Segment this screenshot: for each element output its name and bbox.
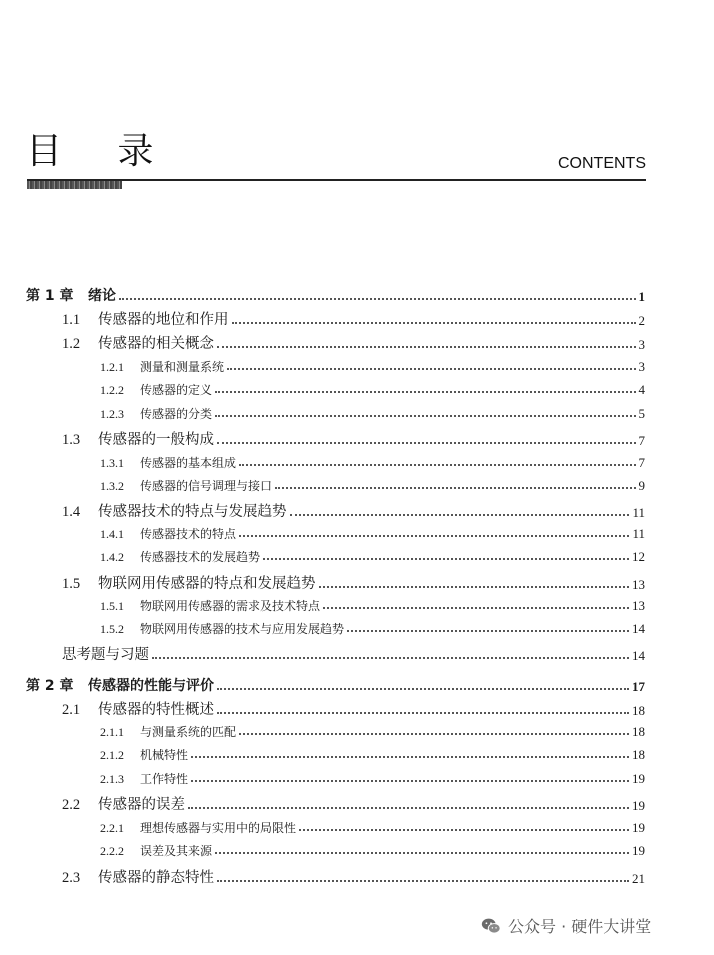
dot-leader bbox=[239, 733, 629, 735]
toc-title: 理想传感器与实用中的局限性 bbox=[140, 821, 297, 835]
toc-number: 2.2 bbox=[62, 797, 81, 813]
dot-leader bbox=[215, 852, 629, 854]
toc-page-number: 18 bbox=[632, 703, 645, 718]
dot-leader bbox=[275, 487, 635, 489]
toc-title: 物联网用传感器的技术与应用发展趋势 bbox=[140, 622, 345, 636]
toc-number: 1.2.1 bbox=[100, 360, 124, 374]
toc-entry-2.1.1 bbox=[100, 723, 645, 740]
toc-title: 传感器的信号调理与接口 bbox=[140, 479, 273, 493]
toc-number: 2.1.1 bbox=[100, 725, 124, 739]
dot-leader bbox=[347, 630, 629, 632]
toc-entry-1.2.2 bbox=[100, 381, 645, 398]
dot-leader bbox=[191, 780, 629, 782]
toc-entry-2.3 bbox=[62, 866, 645, 887]
toc-number: 1.5.1 bbox=[100, 599, 124, 613]
dot-leader bbox=[299, 829, 629, 831]
toc-page-number: 17 bbox=[632, 679, 645, 694]
toc-entry-2.1 bbox=[62, 698, 645, 719]
toc-number: 1.3 bbox=[62, 432, 81, 448]
dot-leader bbox=[215, 391, 635, 393]
toc-number: 2.1.3 bbox=[100, 772, 124, 786]
toc-number: 2.2.2 bbox=[100, 844, 124, 858]
toc-entry-1.2 bbox=[62, 332, 645, 353]
toc-page-number: 12 bbox=[632, 549, 645, 564]
toc-entry-第2章 bbox=[26, 675, 645, 695]
toc-page-number: 13 bbox=[632, 577, 645, 592]
dot-leader bbox=[152, 657, 629, 659]
toc-entry-2.2.2 bbox=[100, 842, 645, 859]
page-title: 目 录 bbox=[26, 131, 176, 172]
dot-leader bbox=[191, 756, 629, 758]
toc-entry-1.4 bbox=[62, 500, 645, 521]
dot-leader bbox=[119, 298, 636, 300]
toc-page-number: 14 bbox=[632, 621, 645, 636]
toc-entry-1.4.1 bbox=[100, 525, 645, 542]
toc-title: 传感器的静态特性 bbox=[98, 870, 214, 886]
dot-leader bbox=[188, 807, 629, 809]
toc-page-number: 4 bbox=[638, 382, 645, 397]
toc-number: 1.2.2 bbox=[100, 383, 124, 397]
contents-label: CONTENTS bbox=[558, 155, 646, 172]
title-accent-bar bbox=[27, 181, 122, 189]
toc-page-number: 3 bbox=[638, 337, 645, 352]
toc-entry-第1章 bbox=[26, 285, 645, 305]
toc-number: 1.5.2 bbox=[100, 622, 124, 636]
toc-entry-1.2.3 bbox=[100, 405, 645, 422]
toc-title: 思考题与习题 bbox=[62, 647, 149, 663]
toc-page-number: 19 bbox=[632, 843, 645, 858]
toc-page-number: 1 bbox=[638, 289, 645, 304]
toc-title: 物联网用传感器的需求及技术特点 bbox=[140, 599, 321, 613]
toc-entry-2.2.1 bbox=[100, 819, 645, 836]
toc-entry-1.2.1 bbox=[100, 358, 645, 375]
toc-number: 1.4 bbox=[62, 504, 81, 520]
toc-entry-2.1.2 bbox=[100, 746, 645, 763]
toc-page-number: 7 bbox=[638, 455, 645, 470]
dot-leader bbox=[319, 586, 630, 588]
toc-title: 传感器技术的发展趋势 bbox=[140, 550, 261, 564]
dot-leader bbox=[227, 368, 635, 370]
toc-number: 1.5 bbox=[62, 576, 81, 592]
toc-number: 1.2 bbox=[62, 336, 81, 352]
toc-page-number: 3 bbox=[638, 359, 645, 374]
dot-leader bbox=[239, 464, 635, 466]
toc-entry-1.5.2 bbox=[100, 620, 645, 637]
toc-entry-1.3 bbox=[62, 428, 645, 449]
toc-page-number: 11 bbox=[632, 526, 645, 541]
toc-entry-1.5.1 bbox=[100, 597, 645, 614]
toc-title: 传感器的分类 bbox=[140, 407, 213, 421]
dot-leader bbox=[217, 712, 629, 714]
toc-page-number: 2 bbox=[638, 313, 645, 328]
toc-entry-1.4.2 bbox=[100, 548, 645, 565]
toc-entry-exercises bbox=[62, 643, 645, 664]
toc-number: 第 1 章 bbox=[26, 288, 74, 304]
dot-leader bbox=[323, 607, 629, 609]
toc-number: 1.3.2 bbox=[100, 479, 124, 493]
toc-page-number: 5 bbox=[638, 406, 645, 421]
toc-entry-1.1 bbox=[62, 308, 645, 329]
toc-title: 传感器技术的特点与发展趋势 bbox=[98, 504, 287, 520]
toc-page-number: 19 bbox=[632, 798, 645, 813]
toc-entry-2.2 bbox=[62, 793, 645, 814]
toc-title: 物联网用传感器的特点和发展趋势 bbox=[98, 576, 316, 592]
dot-leader bbox=[217, 346, 636, 348]
toc-number: 2.2.1 bbox=[100, 821, 124, 835]
toc-page-number: 18 bbox=[632, 724, 645, 739]
toc-title: 传感器的地位和作用 bbox=[98, 312, 229, 328]
dot-leader bbox=[215, 415, 635, 417]
toc-title: 传感器的误差 bbox=[98, 797, 185, 813]
toc-title: 误差及其来源 bbox=[140, 844, 213, 858]
toc-entry-1.5 bbox=[62, 572, 645, 593]
toc-number: 1.2.3 bbox=[100, 407, 124, 421]
dot-leader bbox=[217, 880, 629, 882]
dot-leader bbox=[239, 535, 629, 537]
toc-page-number: 14 bbox=[632, 648, 645, 663]
toc-title: 与测量系统的匹配 bbox=[140, 725, 237, 739]
dot-leader bbox=[217, 688, 629, 690]
toc-number: 1.3.1 bbox=[100, 456, 124, 470]
dot-leader bbox=[263, 558, 629, 560]
toc-title: 传感器的定义 bbox=[140, 383, 213, 397]
toc-page-number: 9 bbox=[638, 478, 645, 493]
toc-number: 1.4.2 bbox=[100, 550, 124, 564]
toc-entry-1.3.2 bbox=[100, 477, 645, 494]
toc-title: 工作特性 bbox=[140, 772, 189, 786]
toc-number: 2.1.2 bbox=[100, 748, 124, 762]
toc-page-number: 7 bbox=[638, 433, 645, 448]
toc-number: 1.4.1 bbox=[100, 527, 124, 541]
toc-number: 1.1 bbox=[62, 312, 81, 328]
dot-leader bbox=[217, 442, 636, 444]
toc-title: 绪论 bbox=[88, 288, 116, 304]
toc-number: 2.3 bbox=[62, 870, 81, 886]
toc-page-number: 21 bbox=[632, 871, 645, 886]
toc-title: 传感器的性能与评价 bbox=[88, 678, 214, 694]
toc-page-number: 13 bbox=[632, 598, 645, 613]
toc-title: 传感器技术的特点 bbox=[140, 527, 237, 541]
toc-page-number: 19 bbox=[632, 771, 645, 786]
wechat-icon bbox=[480, 915, 502, 937]
toc-title: 测量和测量系统 bbox=[140, 360, 225, 374]
toc-title: 传感器的特性概述 bbox=[98, 702, 214, 718]
dot-leader bbox=[232, 322, 636, 324]
toc-title: 传感器的一般构成 bbox=[98, 432, 214, 448]
toc-entry-1.3.1 bbox=[100, 454, 645, 471]
watermark-text: 公众号 · 硬件大讲堂 bbox=[508, 917, 652, 936]
watermark bbox=[480, 914, 651, 937]
toc-page-number: 18 bbox=[632, 747, 645, 762]
toc-title: 传感器的相关概念 bbox=[98, 336, 214, 352]
toc-page-number: 11 bbox=[632, 505, 645, 520]
toc-page-number: 19 bbox=[632, 820, 645, 835]
toc-number: 第 2 章 bbox=[26, 678, 74, 694]
toc-title: 机械特性 bbox=[140, 748, 189, 762]
toc-entry-2.1.3 bbox=[100, 770, 645, 787]
toc-number: 2.1 bbox=[62, 702, 81, 718]
dot-leader bbox=[290, 514, 630, 516]
toc-title: 传感器的基本组成 bbox=[140, 456, 237, 470]
